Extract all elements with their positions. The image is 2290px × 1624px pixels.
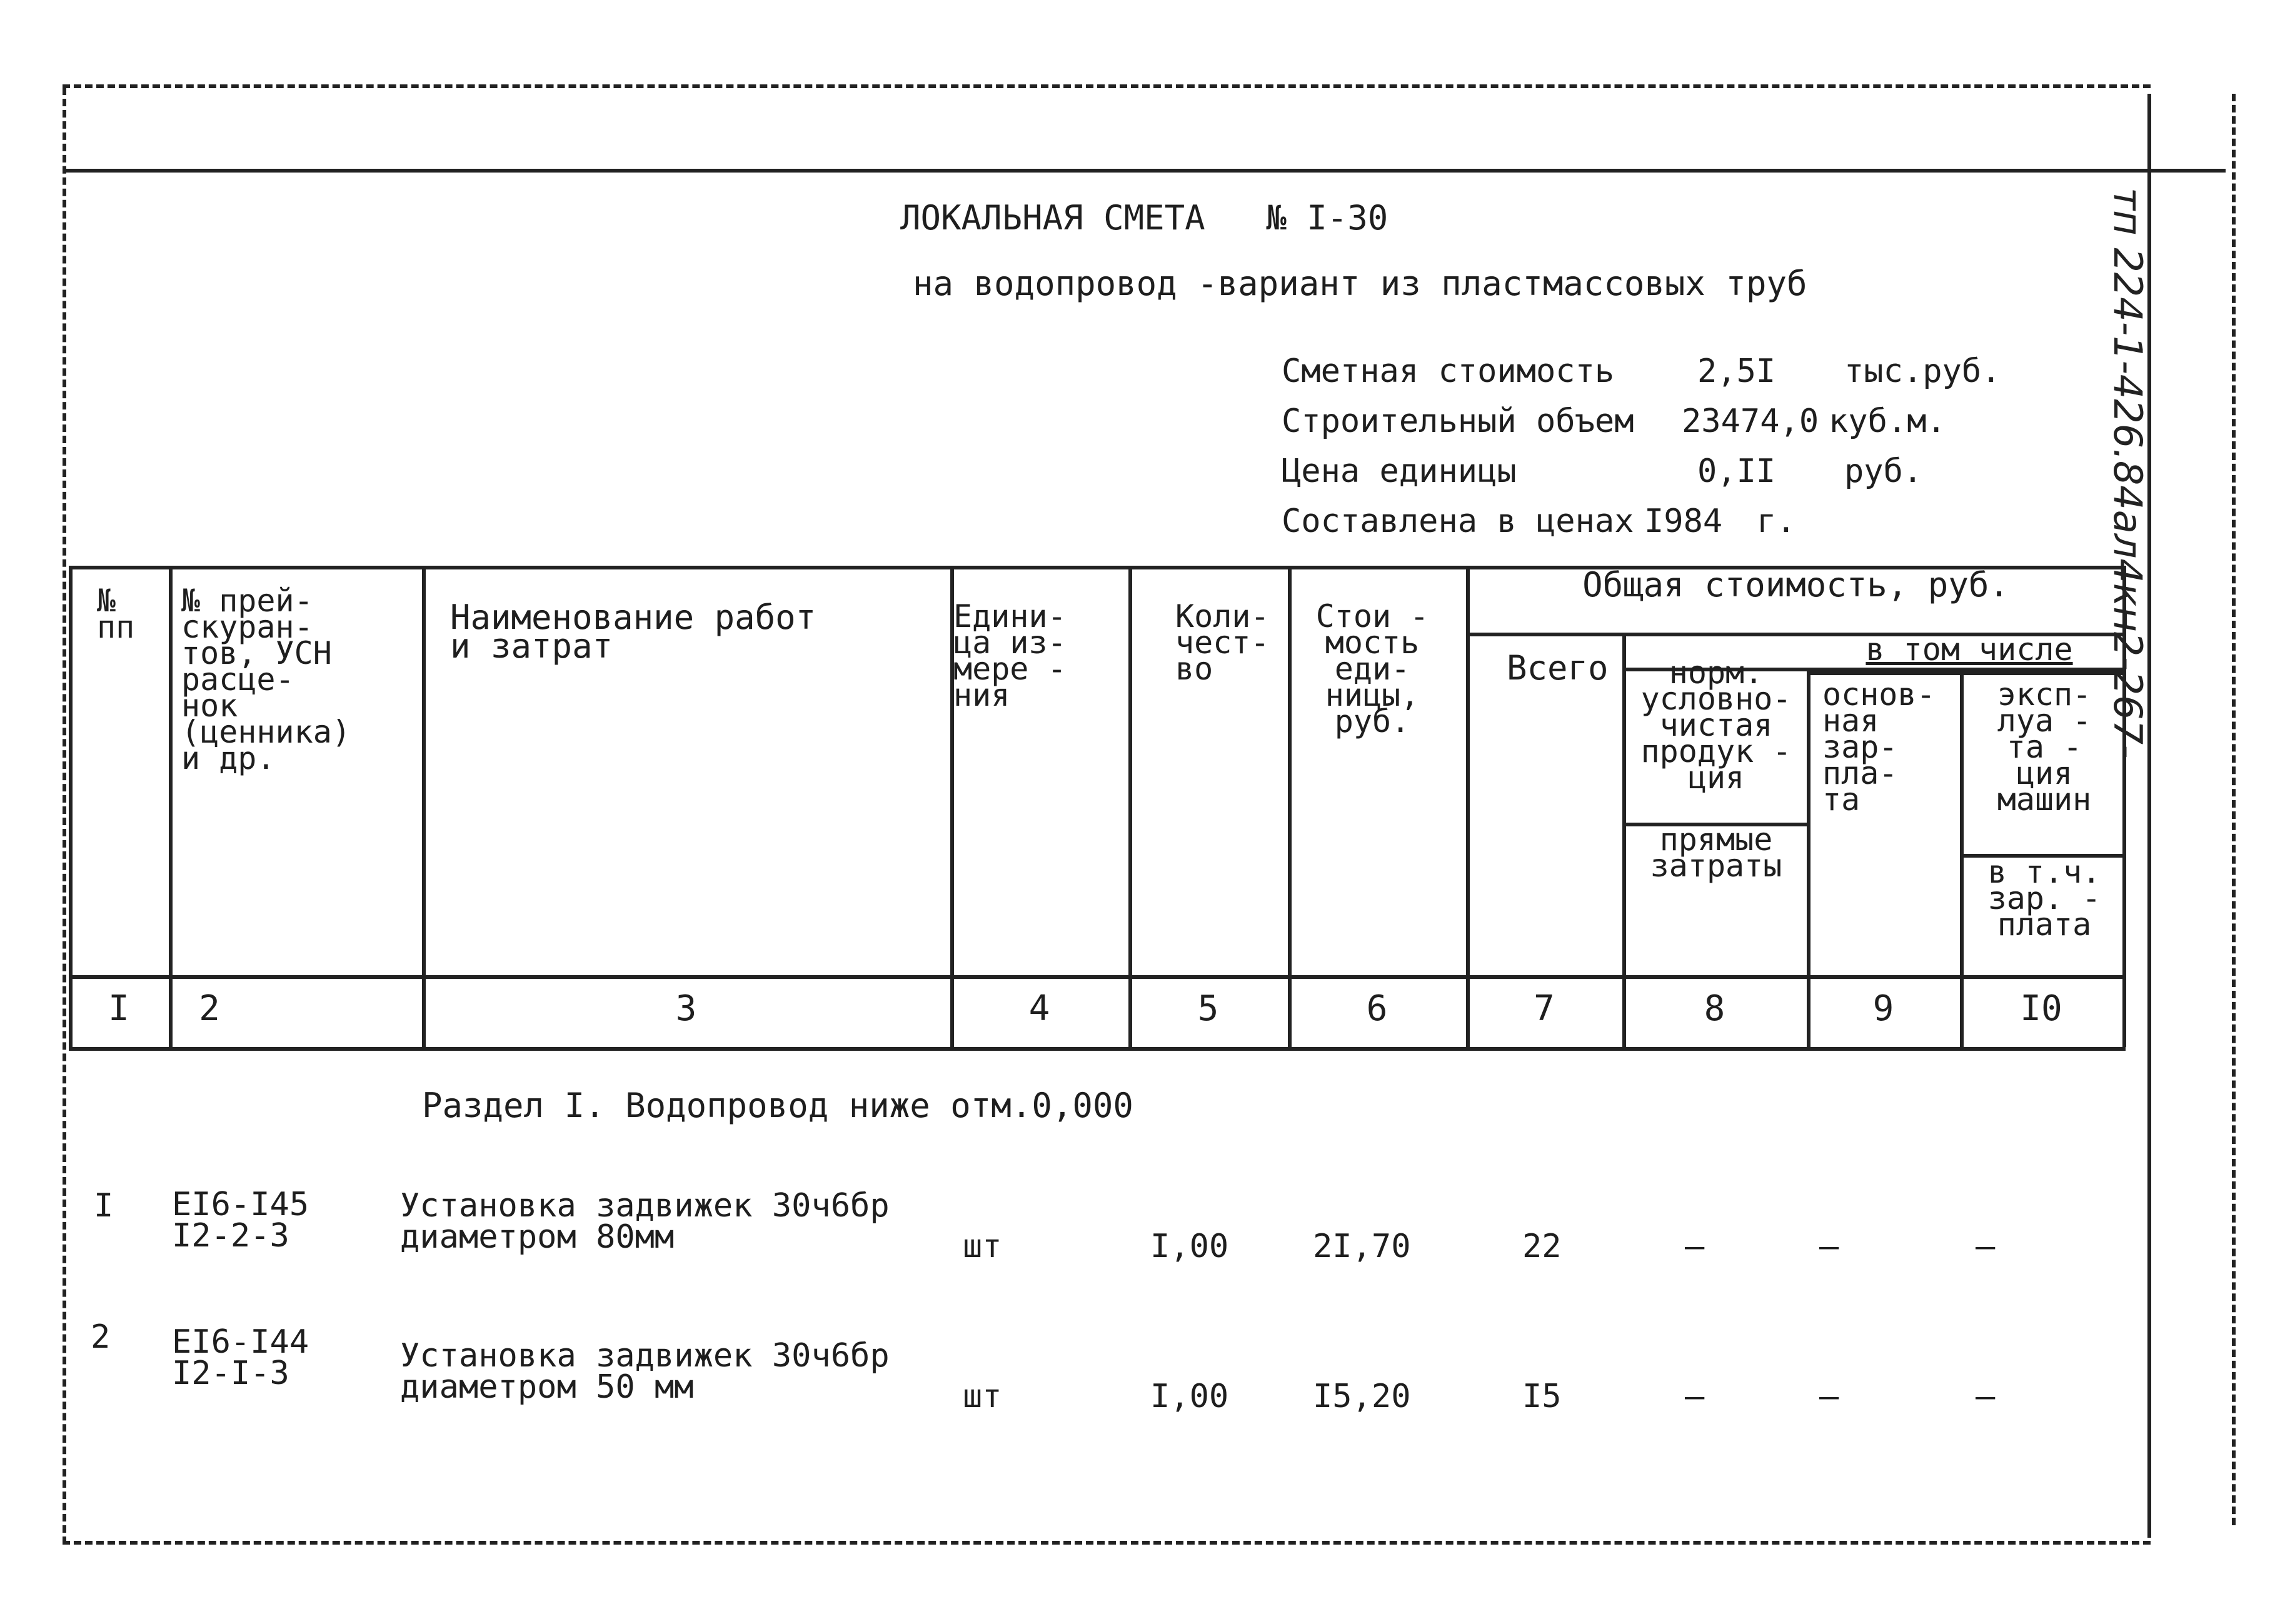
row-code: ЕI6-I45: [172, 1186, 309, 1223]
summary-label: Цена единицы: [1282, 453, 1517, 490]
row-quantity: I,00: [1150, 1378, 1229, 1415]
header-col-net-product: норм. условно- чистая продук - ция: [1640, 654, 1792, 796]
row-col8: –: [1685, 1228, 1705, 1265]
frame-top-line: [63, 169, 2226, 173]
row-col8: –: [1685, 1378, 1705, 1415]
header-col-machine-operation: эксп- луа - та - ция машин: [1997, 676, 2092, 818]
frame-left-dashed: [63, 88, 66, 1544]
column-number: 7: [1534, 988, 1555, 1029]
summary-unit: г.: [1757, 503, 1796, 540]
summary-label: Строительный объем: [1282, 403, 1634, 440]
header-col-unit: Едини- ца из- мере - ния: [953, 598, 1067, 713]
row-code: ЕI6-I44: [172, 1323, 309, 1361]
header-col-base-salary: основ- ная зар- пла- та: [1822, 676, 1936, 818]
row-total: I5: [1522, 1378, 1562, 1415]
row-col10: –: [1976, 1228, 1996, 1265]
summary-value: I984: [1644, 503, 1723, 540]
column-number: 4: [1028, 988, 1050, 1029]
section-title: Раздел I. Водопровод ниже отм.0,000: [422, 1086, 1133, 1125]
title-number: № I-30: [1266, 198, 1389, 238]
side-document-code: тп 224-1-426.84ал4кн2-267-: [2105, 188, 2151, 759]
summary-unit: руб.: [1844, 453, 1923, 490]
row-unit-cost: I5,20: [1313, 1378, 1411, 1415]
title-text: ЛОКАЛЬНАЯ СМЕТА: [900, 198, 1205, 238]
row-unit: шт: [963, 1228, 1002, 1265]
column-number: 8: [1704, 988, 1725, 1029]
header-col-total: Всего: [1507, 648, 1609, 688]
row-col9: –: [1819, 1228, 1839, 1265]
header-col-qty: Коли- чест- во: [1175, 598, 1270, 687]
summary-label: Сметная стоимость: [1282, 353, 1615, 390]
header-col-num: № пп: [97, 583, 135, 645]
row-col9: –: [1819, 1378, 1839, 1415]
summary-value: 23474,0: [1682, 403, 1819, 440]
row-number: 2: [91, 1318, 111, 1356]
summary-unit: тыс.руб.: [1844, 353, 2001, 390]
page-title: [900, 200, 1388, 236]
summary-value: 2,5I: [1697, 353, 1776, 390]
row-name: диаметром 80мм: [400, 1218, 675, 1256]
row-name: Установка задвижек 30ч6бр: [400, 1337, 890, 1375]
row-name: Установка задвижек 30ч6бр: [400, 1187, 890, 1225]
header-col-unit-cost: Стои - мость еди- ницы, руб.: [1315, 598, 1429, 739]
summary-value: 0,II: [1697, 453, 1776, 490]
row-code: I2-2-3: [172, 1217, 289, 1255]
row-total: 22: [1522, 1228, 1562, 1265]
header-col-name: Наименование работ и затрат: [450, 598, 816, 666]
row-number: I: [94, 1187, 114, 1225]
summary-label: Составлена в ценах: [1282, 503, 1634, 540]
column-number: 9: [1872, 988, 1894, 1029]
column-number: 6: [1366, 988, 1388, 1029]
header-including-group: в том числе: [1866, 631, 2073, 668]
frame-bottom-dashed: [63, 1541, 2151, 1545]
header-col-direct-costs: прямые затраты: [1650, 821, 1782, 884]
header-total-cost-group: Общая стоимость, руб.: [1582, 565, 2009, 604]
page-subtitle: на водопровод -вариант из пластмассовых труб: [913, 264, 1807, 303]
frame-top-dashed: [63, 84, 2151, 88]
row-name: диаметром 50 мм: [400, 1368, 694, 1406]
column-number: I0: [2020, 988, 2062, 1029]
column-number: 3: [675, 988, 697, 1029]
header-col-incl-salary: в т.ч. зар. - плата: [1987, 854, 2101, 943]
header-col-pricelist: № прей- скуран- тов, УСН расце- нок (ценника) и др.: [181, 583, 351, 776]
row-unit-cost: 2I,70: [1313, 1228, 1411, 1265]
row-quantity: I,00: [1150, 1228, 1229, 1265]
row-unit: шт: [963, 1378, 1002, 1415]
summary-unit: куб.м.: [1829, 403, 1946, 440]
column-number: 2: [199, 988, 220, 1029]
row-col10: –: [1976, 1378, 1996, 1415]
column-number: I: [108, 988, 129, 1029]
column-number: 5: [1197, 988, 1219, 1029]
frame-far-right-dashed: [2232, 94, 2236, 1525]
row-code: I2-I-3: [172, 1355, 289, 1392]
